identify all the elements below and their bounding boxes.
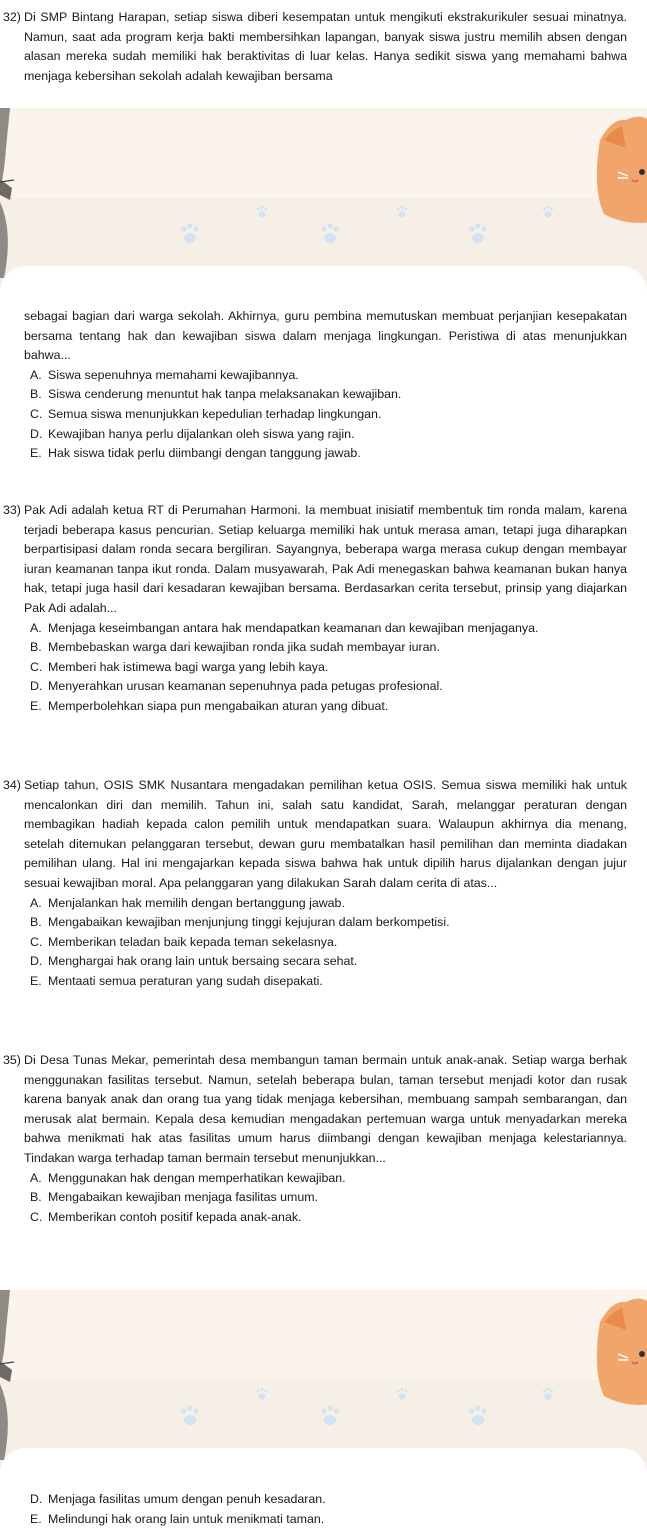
question-text <box>0 501 647 619</box>
question-text <box>0 8 647 86</box>
gray-cat-icon <box>0 1290 14 1460</box>
question-text <box>0 1051 647 1169</box>
options-list <box>0 366 647 464</box>
question-text <box>0 776 647 894</box>
question-body: sebagai bagian dari warga sekolah. Akhirnya, guru pembina memutuskan membuat perjanjian kesepakatan bersama tentang hak dan kewajiban siswa dalam menjaga lingkungan. Peristiwa di atas menunjukkan bahwa... <box>24 309 627 363</box>
option-e[interactable]: E. Hak siswa tidak perlu diimbangi dengan tanggung jawab. <box>30 446 361 461</box>
question-number: 35) <box>3 1053 21 1067</box>
question-32-continued <box>0 307 647 464</box>
orange-cat-icon <box>597 1299 647 1405</box>
paw-prints-icon <box>182 1388 554 1425</box>
option-a[interactable]: A. Siswa sepenuhnya memahami kewajibannya. <box>30 367 299 382</box>
question-body: Di Desa Tunas Mekar, pemerintah desa membangun taman bermain untuk anak-anak. Setiap warga berhak menggunakan fasilitas tersebut. Namun, setelah beberapa bulan, taman tersebut menjadi kotor dan rusak karena banyak anak dan orang tua yang tidak menjaga kebersihan, membuang sampah sembarangan, dan merusak alat bermain. Kepala desa kemudian mengadakan pertemuan warga untuk menyadarkan mereka bahwa menikmati hak atas fasilitas umum harus diimbangi dengan kewajiban menjaga kelestariannya. Tindakan warga terhadap taman bermain tersebut menunjukkan... <box>24 1053 627 1165</box>
orange-cat-icon <box>597 117 647 223</box>
option-b[interactable]: B. Siswa cenderung menuntut hak tanpa melaksanakan kewajiban. <box>30 387 402 402</box>
options-list <box>0 619 647 717</box>
question-35-continued <box>0 1490 647 1529</box>
banner-art <box>0 108 647 292</box>
gray-cat-icon <box>0 108 14 278</box>
option-a[interactable]: A. Menggunakan hak dengan memperhatikan kewajiban. <box>30 1170 346 1185</box>
option-a[interactable]: A. Menjalankan hak memilih dengan bertanggung jawab. <box>30 895 345 910</box>
paw-prints-icon <box>182 206 554 243</box>
option-b[interactable]: B. Mengabaikan kewajiban menjunjung tinggi kejujuran dalam berkompetisi. <box>30 915 450 930</box>
option-a[interactable]: A. Menjaga keseimbangan antara hak mendapatkan keamanan dan kewajiban menjaganya. <box>30 620 539 635</box>
option-d[interactable]: D. Kewajiban hanya perlu dijalankan oleh siswa yang rajin. <box>30 426 355 441</box>
option-d[interactable]: D. Menyerahkan urusan keamanan sepenuhnya pada petugas profesional. <box>30 679 443 694</box>
option-e[interactable]: E. Melindungi hak orang lain untuk menikmati taman. <box>30 1511 325 1526</box>
option-e[interactable]: E. Mentaati semua peraturan yang sudah disepakati. <box>30 973 323 988</box>
question-33 <box>0 501 647 717</box>
banner-art <box>0 1290 647 1474</box>
option-d[interactable]: D. Menjaga fasilitas umum dengan penuh kesadaran. <box>30 1492 326 1506</box>
decorative-banner <box>0 1290 647 1474</box>
question-35 <box>0 1051 647 1227</box>
question-text <box>0 307 647 366</box>
option-c[interactable]: C. Memberikan teladan baik kepada teman sekelasnya. <box>30 934 338 949</box>
option-c[interactable]: C. Semua siswa menunjukkan kepedulian terhadap lingkungan. <box>30 406 382 421</box>
question-body: Pak Adi adalah ketua RT di Perumahan Harmoni. Ia membuat inisiatif membentuk tim ronda malam, karena terjadi beberapa kasus pencurian. Setiap keluarga memiliki hak untuk merasa aman, tetapi juga diharapkan berpartisipasi dalam ronda secara bergiliran. Sayangnya, beberapa warga merasa cukup dengan membayar iuran keamanan tanpa ikut ronda. Dalam musyawarah, Pak Adi menegaskan bahwa keamanan bukan hanya hak, tetapi juga hasil dari kesadaran kewajiban bersama. Berdasarkan cerita tersebut, prinsip yang diajarkan Pak Adi adalah... <box>24 503 627 615</box>
question-body: Di SMP Bintang Harapan, setiap siswa diberi kesempatan untuk mengikuti ekstrakurikuler sesuai minatnya. Namun, saat ada program kerja bakti membersihkan lapangan, banyak siswa justru memilih absen dengan alasan mereka sudah memiliki hak beraktivitas di luar kelas. Hanya sedikit siswa yang memahami bahwa menjaga kebersihan sekolah adalah kewajiban bersama <box>24 10 627 83</box>
option-c[interactable]: C. Memberi hak istimewa bagi warga yang lebih kaya. <box>30 659 329 674</box>
question-body: Setiap tahun, OSIS SMK Nusantara mengadakan pemilihan ketua OSIS. Semua siswa memiliki hak untuk mencalonkan diri dan memilih. Tahun ini, salah satu kandidat, Sarah, melanggar peraturan dengan membagikan hadiah kepada calon pemilih untuk mendapatkan suara. Walaupun akhirnya dia menang, setelah ditemukan pelanggaran tersebut, dewan guru membatalkan hasil pemilihan dan meminta diadakan pemilihan ulang. Hal ini mengajarkan kepada siswa bahwa hak untuk dipilih harus dijalankan dengan jujur sesuai kewajiban moral. Apa pelanggaran yang dilakukan Sarah dalam cerita di atas... <box>24 778 627 890</box>
question-number: 32) <box>3 10 21 24</box>
option-d[interactable]: D. Menghargai hak orang lain untuk bersaing secara sehat. <box>30 954 358 969</box>
question-number: 33) <box>3 503 21 517</box>
options-list <box>0 1490 647 1529</box>
option-b[interactable]: B. Mengabaikan kewajiban menjaga fasilitas umum. <box>30 1190 318 1205</box>
options-list <box>0 1169 647 1228</box>
question-34 <box>0 776 647 992</box>
decorative-banner <box>0 108 647 292</box>
question-number: 34) <box>3 778 21 792</box>
option-e[interactable]: E. Memperbolehkan siapa pun mengabaikan aturan yang dibuat. <box>30 698 389 713</box>
option-c[interactable]: C. Memberikan contoh positif kepada anak-anak. <box>30 1209 302 1224</box>
question-32 <box>0 8 647 86</box>
option-b[interactable]: B. Membebaskan warga dari kewajiban ronda jika sudah membayar iuran. <box>30 640 440 655</box>
options-list <box>0 894 647 992</box>
